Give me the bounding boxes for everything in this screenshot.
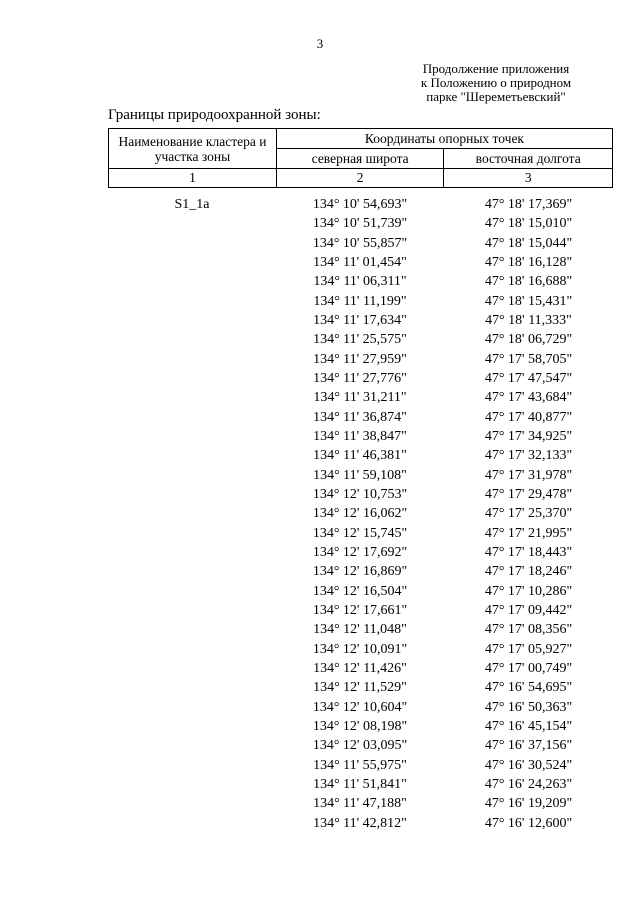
table-row	[108, 524, 613, 543]
column-header-coordinates: Координаты опорных точек	[276, 129, 612, 149]
table-row	[108, 775, 613, 794]
table-row	[108, 736, 613, 755]
longitude-cell: 47° 18' 15,431"	[484, 293, 573, 309]
table-row	[108, 698, 613, 717]
latitude-cell: 134° 12' 10,604"	[312, 699, 408, 715]
latitude-cell: 134° 12' 17,661"	[312, 602, 408, 618]
zone-name-cell	[108, 234, 276, 253]
longitude-cell: 47° 17' 09,442"	[484, 602, 573, 618]
table-row	[108, 659, 613, 678]
appendix-line: Продолжение приложения	[422, 61, 570, 76]
longitude-cell: 47° 17' 58,705"	[484, 351, 573, 367]
table-row	[108, 485, 613, 504]
latitude-cell: 134° 11' 25,575"	[313, 332, 407, 348]
zone-name-cell	[108, 775, 276, 794]
latitude-cell: 134° 11' 11,199"	[313, 293, 407, 309]
zone-name-cell	[108, 369, 276, 388]
longitude-cell: 47° 18' 15,010"	[484, 216, 573, 232]
column-number: 1	[109, 169, 277, 188]
longitude-cell: 47° 17' 05,927"	[484, 641, 573, 657]
zone-name-cell	[108, 717, 276, 736]
latitude-cell: 134° 11' 27,959"	[313, 351, 407, 367]
latitude-cell: 134° 12' 10,753"	[312, 486, 408, 502]
longitude-cell: 47° 18' 16,128"	[484, 254, 573, 270]
table-row	[108, 330, 613, 349]
table-row	[108, 311, 613, 330]
latitude-cell: 134° 12' 10,091"	[312, 641, 408, 657]
zone-name-cell	[108, 350, 276, 369]
latitude-cell: 134° 11' 17,634"	[313, 312, 407, 328]
section-caption: Границы природоохранной зоны:	[108, 107, 321, 123]
table-row	[108, 272, 613, 291]
longitude-cell: 47° 16' 45,154"	[484, 718, 573, 734]
column-number: 2	[276, 169, 443, 188]
latitude-cell: 134° 12' 16,504"	[312, 583, 408, 599]
appendix-line: к Положению о природном	[420, 75, 572, 90]
appendix-line: парке "Шереметьевский"	[426, 89, 566, 104]
appendix-reference	[386, 62, 606, 104]
table-row	[108, 582, 613, 601]
latitude-cell: 134° 10' 51,739"	[312, 216, 408, 232]
zone-name-cell	[108, 388, 276, 407]
zone-name-cell	[108, 214, 276, 233]
longitude-cell: 47° 16' 24,263"	[484, 776, 573, 792]
zone-name-cell	[108, 601, 276, 620]
longitude-cell: 47° 17' 18,246"	[484, 564, 573, 580]
column-header-latitude: северная широта	[276, 149, 443, 169]
zone-name-cell	[108, 504, 276, 523]
longitude-cell: 47° 17' 32,133"	[484, 448, 573, 464]
zone-name-cell	[108, 466, 276, 485]
zone-name-cell	[108, 582, 276, 601]
longitude-cell: 47° 17' 40,877"	[484, 409, 573, 425]
zone-name-cell	[108, 446, 276, 465]
longitude-cell: 47° 16' 19,209"	[484, 796, 573, 812]
table-row	[108, 292, 613, 311]
table-row	[108, 562, 613, 581]
latitude-cell: 134° 11' 51,841"	[313, 776, 407, 792]
latitude-cell: 134° 11' 27,776"	[313, 370, 407, 386]
latitude-cell: 134° 12' 11,529"	[313, 680, 407, 696]
table-row	[108, 408, 613, 427]
longitude-cell: 47° 16' 50,363"	[484, 699, 573, 715]
zone-name-cell	[108, 408, 276, 427]
page-number: 3	[316, 36, 324, 51]
latitude-cell: 134° 12' 11,426"	[313, 660, 407, 676]
longitude-cell: 47° 18' 06,729"	[484, 332, 573, 348]
longitude-cell: 47° 18' 11,333"	[485, 312, 572, 328]
zone-name-cell	[108, 543, 276, 562]
column-number: 3	[444, 169, 613, 188]
longitude-cell: 47° 17' 18,443"	[484, 544, 573, 560]
zone-name-cell	[108, 794, 276, 813]
longitude-cell: 47° 17' 34,925"	[484, 428, 573, 444]
table-row	[108, 794, 613, 813]
zone-name-cell	[108, 620, 276, 639]
latitude-cell: 134° 11' 31,211"	[313, 390, 407, 406]
table-row	[108, 350, 613, 369]
longitude-cell: 47° 17' 25,370"	[484, 506, 573, 522]
column-header-name: Наименование кластера и участка зоны	[109, 129, 277, 169]
table-row	[108, 446, 613, 465]
zone-name-cell	[108, 562, 276, 581]
table-row	[108, 369, 613, 388]
longitude-cell: 47° 17' 31,978"	[484, 467, 573, 483]
table-row	[108, 717, 613, 736]
latitude-cell: 134° 12' 03,095"	[312, 738, 408, 754]
table-row	[108, 504, 613, 523]
table-row	[108, 466, 613, 485]
latitude-cell: 134° 10' 54,693"	[312, 197, 408, 212]
table-row	[108, 195, 613, 214]
zone-name-cell	[108, 253, 276, 272]
longitude-cell: 47° 17' 47,547"	[484, 370, 573, 386]
zone-name-cell: S1_1а	[174, 197, 210, 212]
longitude-cell: 47° 17' 08,356"	[484, 622, 573, 638]
zone-name-cell	[108, 640, 276, 659]
latitude-cell: 134° 12' 16,869"	[312, 564, 408, 580]
zone-name-cell	[108, 678, 276, 697]
longitude-cell: 47° 18' 16,688"	[484, 274, 573, 290]
table-row	[108, 620, 613, 639]
zone-name-cell	[108, 330, 276, 349]
latitude-cell: 134° 11' 06,311"	[313, 274, 407, 290]
table-row	[108, 678, 613, 697]
coordinates-table-header	[108, 128, 613, 188]
latitude-cell: 134° 10' 55,857"	[312, 235, 408, 251]
latitude-cell: 134° 12' 08,198"	[312, 718, 408, 734]
longitude-cell: 47° 17' 10,286"	[484, 583, 573, 599]
latitude-cell: 134° 12' 11,048"	[313, 622, 407, 638]
latitude-cell: 134° 11' 59,108"	[313, 467, 407, 483]
latitude-cell: 134° 11' 01,454"	[313, 254, 407, 270]
table-row	[108, 756, 613, 775]
zone-name-cell	[108, 292, 276, 311]
zone-name-cell	[108, 311, 276, 330]
table-row	[108, 253, 613, 272]
table-row	[108, 601, 613, 620]
longitude-cell: 47° 17' 43,684"	[484, 390, 573, 406]
coordinates-table-body	[108, 195, 613, 833]
longitude-cell: 47° 16' 30,524"	[484, 757, 573, 773]
latitude-cell: 134° 12' 16,062"	[312, 506, 408, 522]
longitude-cell: 47° 16' 37,156"	[484, 738, 573, 754]
latitude-cell: 134° 12' 15,745"	[312, 525, 408, 541]
zone-name-cell	[108, 756, 276, 775]
column-header-longitude: восточная долгота	[444, 149, 613, 169]
longitude-cell: 47° 17' 21,995"	[484, 525, 573, 541]
zone-name-cell	[108, 698, 276, 717]
zone-name-cell	[108, 736, 276, 755]
table-row	[108, 234, 613, 253]
longitude-cell: 47° 17' 00,749"	[484, 660, 573, 676]
zone-name-cell	[108, 524, 276, 543]
table-row	[108, 427, 613, 446]
longitude-cell: 47° 16' 12,600"	[484, 815, 573, 831]
table-row	[108, 214, 613, 233]
table-row	[108, 640, 613, 659]
latitude-cell: 134° 11' 42,812"	[313, 815, 407, 831]
table-row	[108, 543, 613, 562]
latitude-cell: 134° 11' 38,847"	[313, 428, 407, 444]
longitude-cell: 47° 16' 54,695"	[484, 680, 573, 696]
latitude-cell: 134° 11' 46,381"	[313, 448, 407, 464]
latitude-cell: 134° 11' 55,975"	[313, 757, 407, 773]
longitude-cell: 47° 18' 17,369"	[484, 197, 573, 212]
latitude-cell: 134° 11' 36,874"	[313, 409, 407, 425]
zone-name-cell	[108, 427, 276, 446]
zone-name-cell	[108, 659, 276, 678]
latitude-cell: 134° 12' 17,692"	[312, 544, 408, 560]
table-row	[108, 388, 613, 407]
longitude-cell: 47° 17' 29,478"	[484, 486, 573, 502]
zone-name-cell	[108, 814, 276, 833]
table-row	[108, 814, 613, 833]
longitude-cell: 47° 18' 15,044"	[484, 235, 573, 251]
zone-name-cell	[108, 485, 276, 504]
latitude-cell: 134° 11' 47,188"	[313, 796, 407, 812]
zone-name-cell	[108, 272, 276, 291]
